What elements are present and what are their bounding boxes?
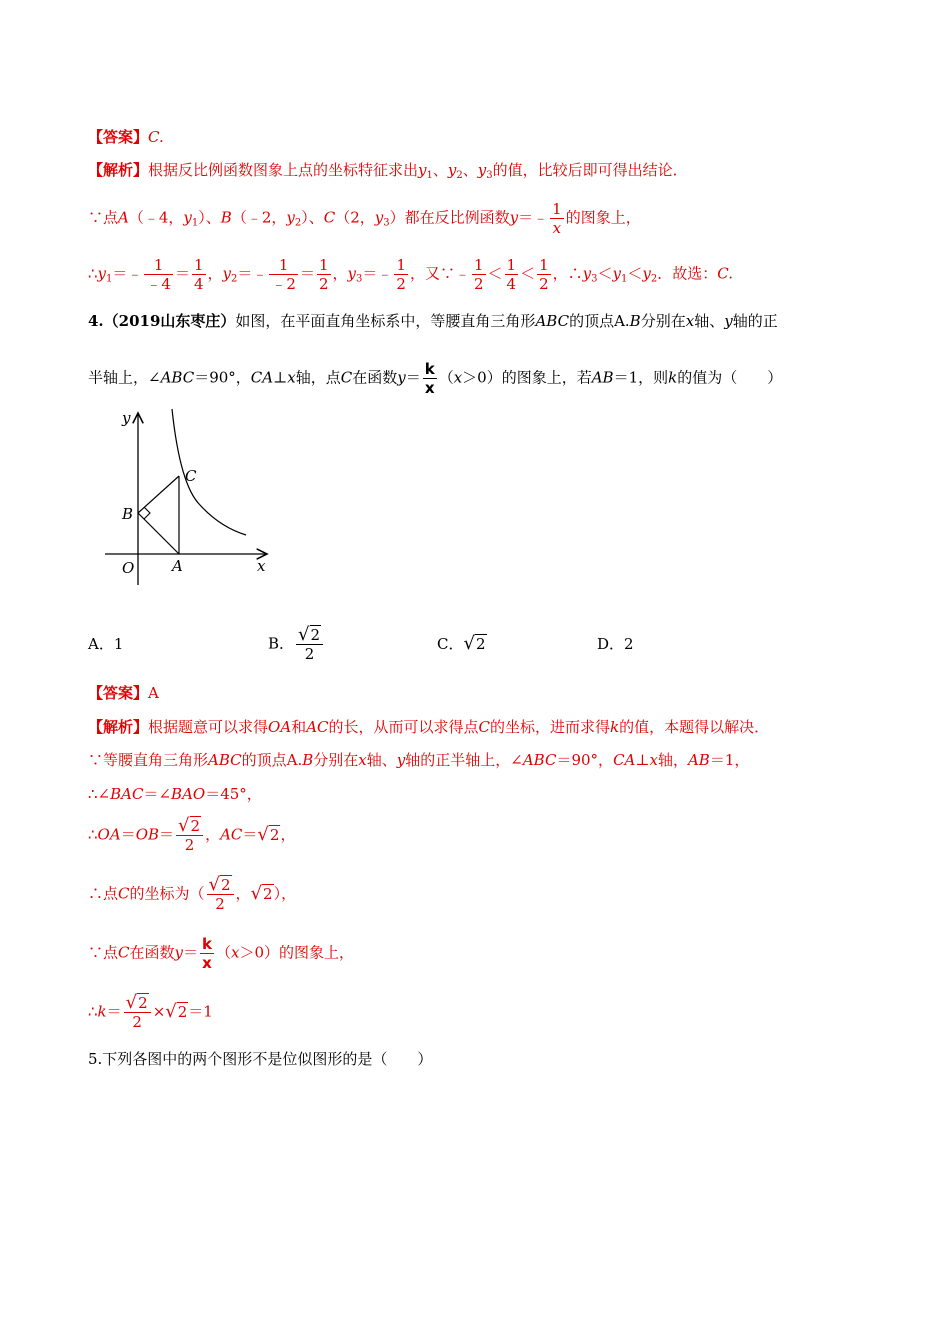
answer-value: C. bbox=[148, 128, 164, 146]
q3-answer-line bbox=[88, 127, 164, 147]
q4-step1: ∵等腰直角三角形ABC的顶点A.B分别在x轴、y轴的正半轴上，∠ABC＝90°，CA⊥x轴，AB＝1， bbox=[88, 751, 750, 769]
origin-label: O bbox=[122, 559, 135, 577]
q4-answer-line: 【答案】A bbox=[88, 684, 159, 702]
hyperbola-curve bbox=[172, 409, 246, 535]
q4-step5: ∵点C在函数y＝ $\frac{k}{x}$ （x＞0）的图象上， bbox=[88, 935, 355, 972]
option-a[interactable]: A．1 bbox=[88, 635, 124, 653]
option-c[interactable]: C．√2 bbox=[437, 633, 486, 654]
point-C-label: C bbox=[185, 467, 197, 485]
fraction: $\frac{1}{x}$ bbox=[552, 200, 562, 237]
right-angle-mark bbox=[144, 507, 150, 519]
q4-step6: ∴k＝ $\frac{√2}{2}$ ×√2＝1 bbox=[88, 992, 213, 1031]
q4-step3: ∴OA＝OB＝ $\frac{√2}{2}$ ，AC＝√2， bbox=[88, 815, 296, 854]
analysis-tag: 【解析】 bbox=[88, 161, 149, 179]
question-number: 4.（2019山东枣庄） bbox=[88, 312, 236, 330]
q4-coordinate-figure bbox=[100, 405, 280, 590]
q4-stem-line1: 4.（2019山东枣庄）如图，在平面直角坐标系中，等腰直角三角形ABC的顶点A.B分别在x轴、y轴的正 bbox=[88, 312, 778, 330]
point-A-label: A bbox=[172, 557, 183, 575]
y-axis-label: y bbox=[122, 409, 131, 427]
option-d[interactable]: D．2 bbox=[597, 635, 634, 653]
answer-tag: 【答案】 bbox=[88, 128, 149, 146]
q5-stem: 5.下列各图中的两个图形不是位似图形的是（ ） bbox=[88, 1050, 433, 1068]
q3-step2: $\therefore y_1=﹣$ $\frac{1}{﹣4}$ ＝ $\frac{1}{4}$ ，$y_2=﹣$ $\frac{1}{﹣2}$ ＝ $\frac{1}{2}$ ，$y_3=﹣$ $\frac{1}{2}$ ，又∵﹣ $\frac{1}{2}$ ＜ $\frac{1}{4}$ ＜ $\frac{1}{2}$ ，$\therefore y_3<y_1<y_2$．故选：C. bbox=[88, 256, 734, 293]
point-B-label: B bbox=[122, 505, 134, 523]
q4-step2: ∴∠BAC＝∠BAO＝45°， bbox=[88, 785, 262, 803]
option-b[interactable]: B． $\frac{√2}{2}$ bbox=[268, 626, 325, 663]
segment-BA bbox=[138, 513, 179, 554]
q4-step4: ∴点C的坐标为（ $\frac{√2}{2}$ ，√2）， bbox=[88, 874, 297, 913]
q3-analysis-line: 【解析】根据反比例函数图象上点的坐标特征求出$y_1$、$y_2$、$y_3$的值，比较后即可得出结论． bbox=[88, 161, 688, 181]
q4-stem-line2: 半轴上，∠ABC＝90°，CA⊥x轴，点C在函数y＝ $\frac{k}{x}$ （x＞0）的图象上，若AB＝1，则k的值为（ ） bbox=[88, 360, 783, 397]
q3-step1: ∵点A（﹣4，$y_1$）、B（﹣2，$y_2$）、C（2，$y_3$）都在反比例函数y＝﹣ $\frac{1}{x}$ 的图象上， bbox=[88, 200, 641, 237]
x-axis-label: x bbox=[257, 557, 266, 575]
q4-analysis-line: 【解析】根据题意可以求得OA和AC的长，从而可以求得点C的坐标，进而求得k的值，本题得以解决． bbox=[88, 718, 770, 736]
